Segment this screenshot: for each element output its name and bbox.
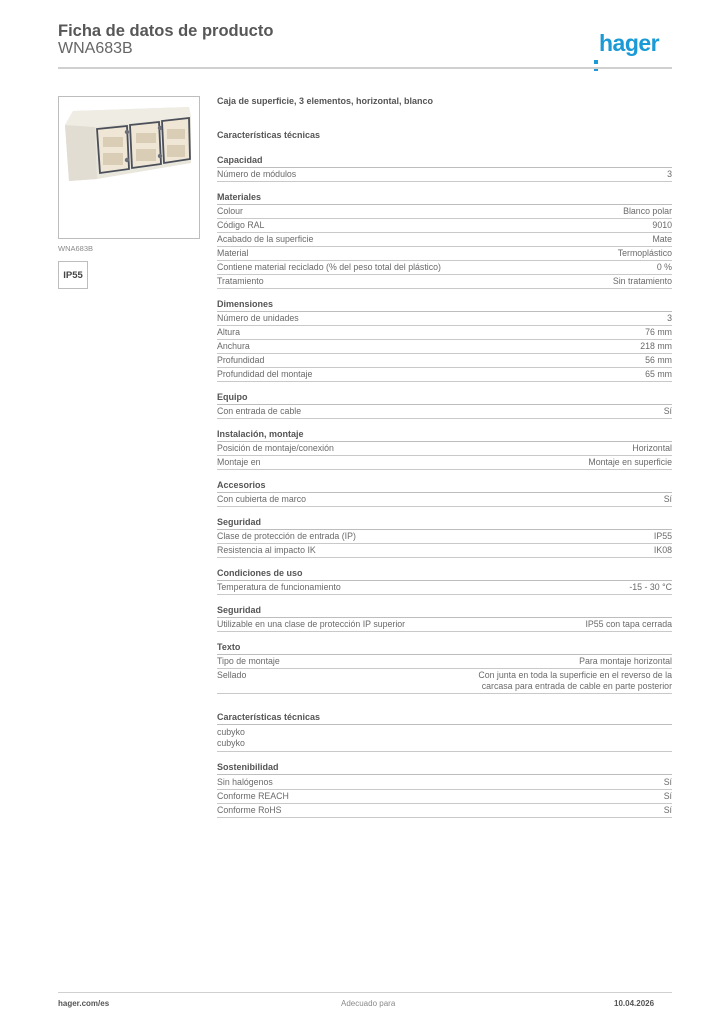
- spec-row: [217, 493, 672, 507]
- spec-row: [217, 804, 672, 818]
- spec-row: [217, 776, 672, 790]
- spec-label: Contiene material reciclado (% del peso total del plástico): [217, 262, 441, 272]
- section-title: Texto: [217, 642, 672, 655]
- spec-label: Con entrada de cable: [217, 406, 302, 416]
- spec-value: Sí: [663, 791, 672, 801]
- spec-row: [217, 354, 672, 368]
- spec-value: 76 mm: [645, 327, 672, 337]
- spec-row: [217, 205, 672, 219]
- section-title: Seguridad: [217, 517, 672, 530]
- spec-value: IP55: [653, 531, 672, 541]
- section-title: Seguridad: [217, 605, 672, 618]
- spec-row: [217, 530, 672, 544]
- spec-label: Conforme RoHS: [217, 805, 282, 815]
- hager-logo: [594, 30, 659, 57]
- spec-value: Sí: [663, 805, 672, 815]
- tech-line: cubyko: [217, 738, 245, 748]
- spec-value: Termoplástico: [617, 248, 672, 258]
- spec-label: Temperatura de funcionamiento: [217, 582, 341, 592]
- spec-value: 218 mm: [640, 341, 672, 351]
- spec-label: Tipo de montaje: [217, 656, 280, 666]
- spec-section: [217, 429, 672, 470]
- spec-section-tech-block: [217, 712, 672, 752]
- spec-label: Profundidad: [217, 355, 265, 365]
- spec-row: [217, 168, 672, 182]
- tech-section-title: Características técnicas: [217, 130, 321, 140]
- footer-divider: [58, 992, 672, 993]
- spec-row: [217, 618, 672, 632]
- spec-section: [217, 155, 672, 182]
- spec-label: Posición de montaje/conexión: [217, 443, 334, 453]
- section-title: Instalación, montaje: [217, 429, 672, 442]
- spec-row: [217, 655, 672, 669]
- spec-section: [217, 192, 672, 289]
- spec-label: Anchura: [217, 341, 250, 351]
- spec-value: 3: [667, 169, 672, 179]
- footer-date: 10.04.2026: [614, 999, 655, 1008]
- spec-section: [217, 299, 672, 382]
- spec-section-sustainability: [217, 762, 672, 818]
- spec-value: 3: [667, 313, 672, 323]
- spec-section: [217, 568, 672, 595]
- spec-value: Montaje en superficie: [588, 457, 672, 467]
- spec-content: [217, 95, 672, 828]
- spec-label: Montaje en: [217, 457, 261, 467]
- spec-value: Sí: [663, 494, 672, 504]
- spec-label: Código RAL: [217, 220, 265, 230]
- spec-row: [217, 544, 672, 558]
- footer-suitable-for: Adecuado para: [341, 999, 396, 1008]
- spec-row: [217, 275, 672, 289]
- spec-label: Clase de protección de entrada (IP): [217, 531, 356, 541]
- spec-row: [217, 368, 672, 382]
- spec-label: Altura: [217, 327, 240, 337]
- spec-label: Sin halógenos: [217, 777, 273, 787]
- logo-text: hager: [599, 30, 660, 56]
- header-product-code: WNA683B: [58, 40, 133, 57]
- spec-section: [217, 642, 672, 694]
- spec-label: Material: [217, 248, 249, 258]
- spec-section: [217, 605, 672, 632]
- section-title: Condiciones de uso: [217, 568, 672, 581]
- spec-row: [217, 233, 672, 247]
- spec-label: Profundidad del montaje: [217, 369, 313, 379]
- product-title: Caja de superficie, 3 elementos, horizontal, blanco: [217, 96, 434, 106]
- section-title: Equipo: [217, 392, 672, 405]
- spec-value: 9010: [652, 220, 672, 230]
- spec-row: [217, 340, 672, 354]
- spec-label: Conforme REACH: [217, 791, 289, 801]
- tech-line: cubyko: [217, 727, 245, 737]
- spec-row: [217, 581, 672, 595]
- spec-value: IK08: [653, 545, 672, 555]
- spec-row: [217, 442, 672, 456]
- spec-row: [217, 405, 672, 419]
- product-image: [58, 96, 200, 239]
- spec-label: Número de unidades: [217, 313, 299, 323]
- section-title: Dimensiones: [217, 299, 672, 312]
- spec-row: [217, 456, 672, 470]
- spec-label: Sellado: [217, 670, 247, 680]
- spec-section: [217, 392, 672, 419]
- spec-value: Mate: [652, 234, 672, 244]
- spec-row: [217, 326, 672, 340]
- spec-row: [217, 312, 672, 326]
- spec-label: Tratamiento: [217, 276, 264, 286]
- section-title: Capacidad: [217, 155, 672, 168]
- tech-lines: [217, 725, 672, 752]
- product-box-illustration-icon: [59, 97, 199, 238]
- header-title: Ficha de datos de producto: [58, 22, 274, 40]
- spec-row: [217, 669, 672, 694]
- spec-value: 56 mm: [645, 355, 672, 365]
- spec-value: 0 %: [656, 262, 672, 272]
- spec-row: [217, 219, 672, 233]
- spec-value: -15 - 30 °C: [629, 582, 672, 592]
- section-title: Características técnicas: [217, 712, 672, 725]
- spec-value: Sí: [663, 777, 672, 787]
- spec-label: Resistencia al impacto IK: [217, 545, 316, 555]
- spec-row: [217, 790, 672, 804]
- spec-label: Utilizable en una clase de protección IP superior: [217, 619, 406, 629]
- spec-value: Sin tratamiento: [612, 276, 672, 286]
- footer-website-link[interactable]: hager.com/es: [58, 999, 110, 1008]
- spec-label: Número de módulos: [217, 169, 297, 179]
- spec-value: Sí: [663, 406, 672, 416]
- section-title: Sostenibilidad: [217, 762, 672, 775]
- section-title: Materiales: [217, 192, 672, 205]
- spec-label: Con cubierta de marco: [217, 494, 306, 504]
- spec-value: IP55 con tapa cerrada: [585, 619, 672, 629]
- spec-value: Blanco polar: [623, 206, 672, 216]
- spec-label: Colour: [217, 206, 243, 216]
- spec-section: [217, 480, 672, 507]
- spec-value: Para montaje horizontal: [579, 656, 672, 666]
- spec-label: Acabado de la superficie: [217, 234, 314, 244]
- spec-sections: [217, 155, 672, 694]
- spec-row: [217, 261, 672, 275]
- spec-value: Con junta en toda la superficie en el reverso de la carcasa para entrada de cable en parte posterior: [478, 670, 672, 691]
- spec-row: [217, 247, 672, 261]
- spec-value: 65 mm: [645, 369, 672, 379]
- spec-value: Horizontal: [632, 443, 672, 453]
- spec-section: [217, 517, 672, 558]
- header-divider: [58, 67, 672, 69]
- image-caption: WNA683B: [58, 244, 94, 253]
- ip-rating-badge: IP55: [58, 261, 88, 289]
- section-title: Accesorios: [217, 480, 672, 493]
